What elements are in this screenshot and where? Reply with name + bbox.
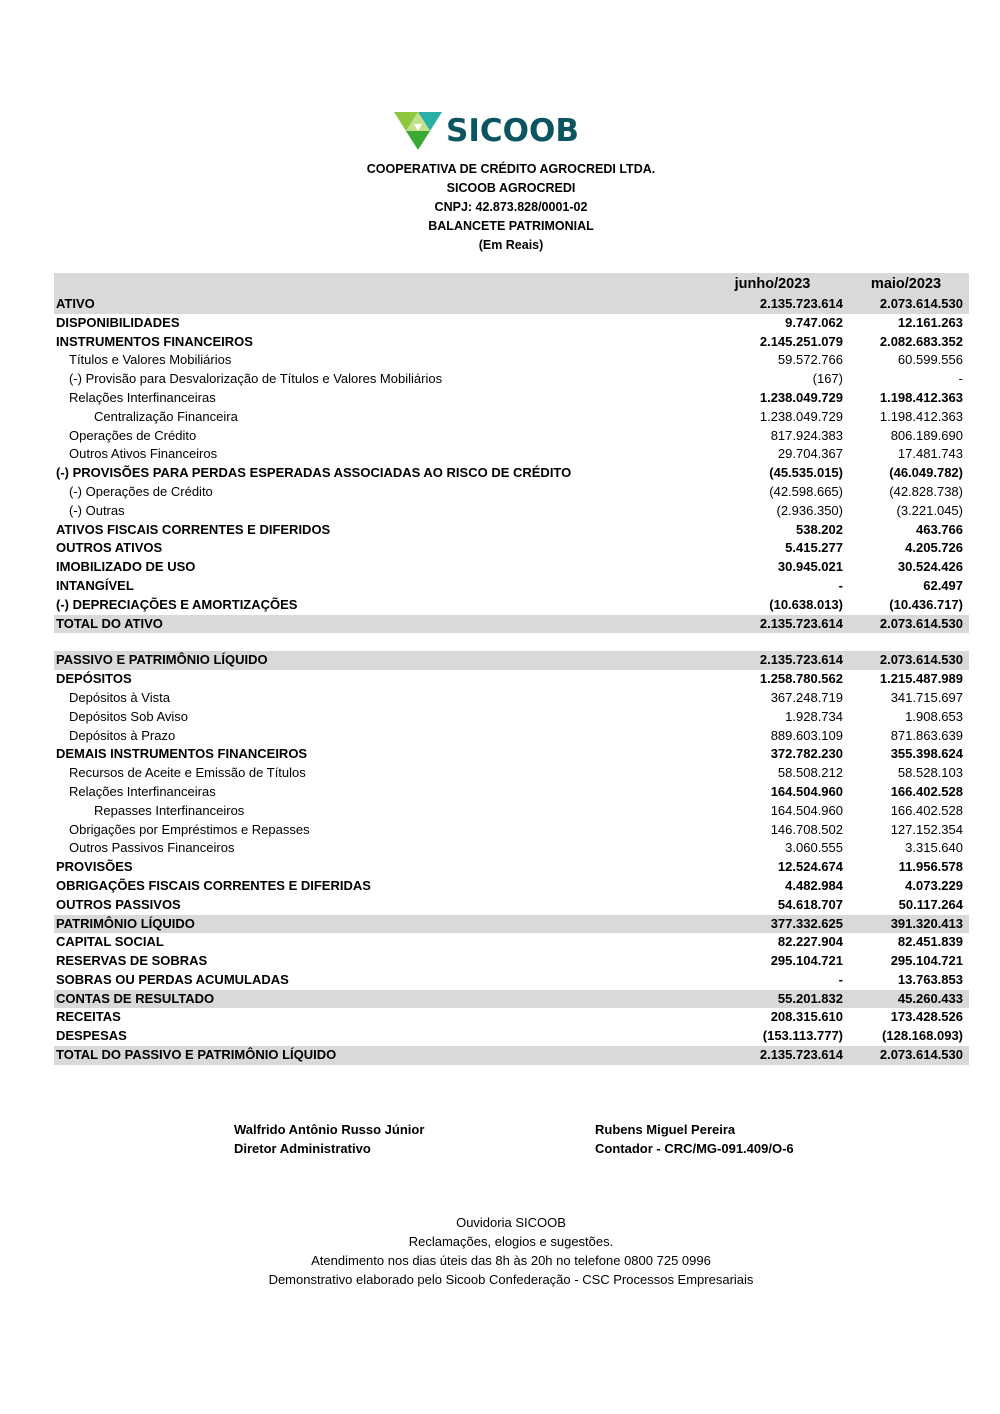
value-current: 817.924.383 — [770, 427, 843, 443]
column-header-previous: maio/2023 — [847, 273, 969, 295]
value-current: 54.618.707 — [777, 896, 843, 912]
value-previous: 355.398.624 — [890, 746, 963, 762]
value-current: (10.638.013) — [769, 596, 843, 612]
account-label: ATIVO — [54, 295, 696, 314]
value-previous: 2.073.614.530 — [847, 615, 969, 634]
account-label: Centralização Financeira — [94, 408, 238, 424]
account-label: DEPÓSITOS — [56, 671, 132, 687]
value-current: 9.747.062 — [785, 314, 843, 330]
value-previous: 4.205.726 — [905, 540, 963, 556]
value-current: (45.535.015) — [769, 465, 843, 481]
value-previous: 45.260.433 — [847, 990, 969, 1009]
table-row — [54, 295, 969, 314]
table-row — [54, 783, 969, 802]
account-label: Obrigações por Empréstimos e Repasses — [69, 821, 310, 837]
column-header-current: junho/2023 — [696, 273, 847, 295]
value-current: 208.315.610 — [770, 1009, 843, 1025]
table-row — [54, 952, 969, 971]
table-row — [54, 727, 969, 746]
table-row — [54, 708, 969, 727]
value-current: 4.482.984 — [785, 877, 843, 893]
value-previous: 2.082.683.352 — [879, 333, 963, 349]
footer-line: Atendimento nos dias úteis das 8h às 20h no telefone 0800 725 0996 — [311, 1253, 711, 1268]
table-row — [54, 915, 969, 934]
account-label: Títulos e Valores Mobiliários — [69, 352, 232, 368]
account-label: CONTAS DE RESULTADO — [54, 990, 696, 1009]
account-label: ATIVOS FISCAIS CORRENTES E DIFERIDOS — [56, 521, 331, 537]
value-current: 889.603.109 — [770, 727, 843, 743]
value-current: - — [838, 577, 843, 593]
signatory-role: Diretor Administrativo — [234, 1141, 371, 1156]
value-previous: (46.049.782) — [889, 465, 963, 481]
spacer-cell — [54, 633, 969, 651]
signatory-name: Walfrido Antônio Russo Júnior — [234, 1122, 425, 1137]
table-row — [54, 877, 969, 896]
value-current: 2.145.251.079 — [759, 333, 843, 349]
sicoob-logo — [394, 110, 586, 152]
value-previous: 1.908.653 — [905, 708, 963, 724]
account-label: OBRIGAÇÕES FISCAIS CORRENTES E DIFERIDAS — [56, 877, 371, 893]
table-row — [54, 1046, 969, 1065]
balance-sheet-table — [54, 273, 969, 1065]
value-current: - — [838, 971, 843, 987]
value-previous: 12.161.263 — [897, 314, 963, 330]
trade-name: SICOOB AGROCREDI — [446, 181, 576, 195]
table-row — [54, 745, 969, 764]
value-current: 82.227.904 — [777, 934, 843, 950]
table-row — [54, 764, 969, 783]
account-label: Repasses Interfinanceiros — [94, 802, 245, 818]
value-current: (153.113.777) — [762, 1028, 843, 1044]
column-header-row — [54, 273, 969, 295]
signature-accountant — [595, 1120, 794, 1158]
table-row — [54, 314, 969, 333]
account-label: Depósitos à Vista — [69, 689, 170, 705]
value-previous: 166.402.528 — [890, 802, 963, 818]
account-label: Depósitos Sob Aviso — [69, 708, 188, 724]
value-current: 1.258.780.562 — [759, 671, 843, 687]
cnpj: CNPJ: 42.873.828/0001-02 — [434, 200, 588, 214]
account-label: RECEITAS — [56, 1009, 121, 1025]
table-row — [54, 389, 969, 408]
value-current: (42.598.665) — [769, 483, 843, 499]
account-label: (-) DEPRECIAÇÕES E AMORTIZAÇÕES — [56, 596, 298, 612]
account-label: (-) Outras — [69, 502, 125, 518]
account-label: Depósitos à Prazo — [69, 727, 176, 743]
value-previous: 871.863.639 — [890, 727, 963, 743]
account-label: DESPESAS — [56, 1028, 127, 1044]
value-current: (2.936.350) — [776, 502, 843, 518]
logo-wordmark: SICOOB — [446, 112, 579, 149]
table-row — [54, 539, 969, 558]
account-label: DEMAIS INSTRUMENTOS FINANCEIROS — [56, 746, 308, 762]
value-previous: 1.198.412.363 — [879, 408, 963, 424]
value-current: 55.201.832 — [696, 990, 847, 1009]
section-spacer — [54, 633, 969, 651]
account-label: Relações Interfinanceiras — [69, 389, 216, 405]
account-label: Operações de Crédito — [69, 427, 197, 443]
value-previous: 295.104.721 — [890, 953, 963, 969]
value-previous: 60.599.556 — [897, 352, 963, 368]
value-previous: (10.436.717) — [889, 596, 963, 612]
value-current: 1.238.049.729 — [759, 389, 843, 405]
table-row — [54, 933, 969, 952]
account-label: (-) PROVISÕES PARA PERDAS ESPERADAS ASSOCIADAS AO RISCO DE CRÉDITO — [56, 465, 572, 481]
company-name: COOPERATIVA DE CRÉDITO AGROCREDI LTDA. — [366, 162, 656, 176]
table-row — [54, 370, 969, 389]
table-row — [54, 464, 969, 483]
table-row — [54, 427, 969, 446]
table-row — [54, 990, 969, 1009]
value-previous: 2.073.614.530 — [847, 295, 969, 314]
account-label: OUTROS ATIVOS — [56, 540, 163, 556]
table-row — [54, 651, 969, 670]
table-row — [54, 1008, 969, 1027]
value-previous: 3.315.640 — [905, 840, 963, 856]
value-current: 2.135.723.614 — [696, 1046, 847, 1065]
value-current: 1.928.734 — [785, 708, 843, 724]
value-previous: 341.715.697 — [890, 689, 963, 705]
value-previous: (42.828.738) — [889, 483, 963, 499]
table-row — [54, 408, 969, 427]
table-row — [54, 615, 969, 634]
value-current: 538.202 — [796, 521, 843, 537]
account-label: RESERVAS DE SOBRAS — [56, 953, 208, 969]
table-row — [54, 1027, 969, 1046]
value-previous: 166.402.528 — [890, 783, 963, 799]
table-row — [54, 670, 969, 689]
account-label: Outros Ativos Financeiros — [69, 446, 218, 462]
account-label: SOBRAS OU PERDAS ACUMULADAS — [56, 971, 289, 987]
table-row — [54, 351, 969, 370]
value-current: (167) — [812, 371, 843, 387]
value-previous: (3.221.045) — [896, 502, 963, 518]
table-row — [54, 333, 969, 352]
account-label: TOTAL DO PASSIVO E PATRIMÔNIO LÍQUIDO — [54, 1046, 696, 1065]
table-row — [54, 577, 969, 596]
value-current: 367.248.719 — [770, 689, 843, 705]
value-previous: 1.215.487.989 — [879, 671, 963, 687]
value-current: 58.508.212 — [777, 765, 843, 781]
value-previous: 11.956.578 — [898, 859, 963, 875]
sicoob-mark-icon — [394, 112, 442, 150]
account-label: DISPONIBILIDADES — [56, 314, 180, 330]
report-title: BALANCETE PATRIMONIAL — [428, 219, 594, 233]
value-previous: 1.198.412.363 — [879, 389, 963, 405]
account-label: CAPITAL SOCIAL — [56, 934, 164, 950]
value-previous: 50.117.264 — [898, 896, 963, 912]
value-current: 2.135.723.614 — [696, 295, 847, 314]
table-row — [54, 858, 969, 877]
value-previous: 391.320.413 — [847, 915, 969, 934]
currency-unit: (Em Reais) — [478, 238, 544, 252]
value-previous: - — [958, 371, 963, 387]
value-current: 146.708.502 — [770, 821, 843, 837]
value-current: 2.135.723.614 — [696, 651, 847, 670]
account-label: TOTAL DO ATIVO — [54, 615, 696, 634]
value-previous: 30.524.426 — [897, 559, 963, 575]
table-row — [54, 839, 969, 858]
value-current: 295.104.721 — [770, 953, 843, 969]
account-label: PATRIMÔNIO LÍQUIDO — [54, 915, 696, 934]
value-current: 5.415.277 — [785, 540, 843, 556]
value-current: 3.060.555 — [785, 840, 843, 856]
header-label-cell — [54, 273, 696, 295]
value-previous: 463.766 — [916, 521, 963, 537]
value-current: 59.572.766 — [777, 352, 843, 368]
table-row — [54, 896, 969, 915]
account-label: INSTRUMENTOS FINANCEIROS — [56, 333, 253, 349]
value-previous: 2.073.614.530 — [847, 1046, 969, 1065]
value-current: 164.504.960 — [770, 802, 843, 818]
signature-director — [234, 1120, 424, 1158]
value-previous: 173.428.526 — [890, 1009, 963, 1025]
table-row — [54, 802, 969, 821]
table-row — [54, 445, 969, 464]
value-current: 30.945.021 — [777, 559, 843, 575]
table-row — [54, 521, 969, 540]
value-previous: 58.528.103 — [897, 765, 963, 781]
table-row — [54, 558, 969, 577]
value-previous: 127.152.354 — [890, 821, 963, 837]
table-row — [54, 689, 969, 708]
table-row — [54, 971, 969, 990]
footer-line: Ouvidoria SICOOB — [456, 1215, 566, 1230]
account-label: Recursos de Aceite e Emissão de Títulos — [69, 765, 306, 781]
value-current: 372.782.230 — [770, 746, 843, 762]
value-previous: 82.451.839 — [897, 934, 963, 950]
value-current: 12.524.674 — [777, 859, 843, 875]
table-row — [54, 483, 969, 502]
value-previous: (128.168.093) — [882, 1028, 963, 1044]
report-header — [0, 160, 1000, 255]
value-current: 164.504.960 — [770, 783, 843, 799]
account-label: INTANGÍVEL — [56, 577, 134, 593]
account-label: (-) Operações de Crédito — [69, 483, 213, 499]
account-label: (-) Provisão para Desvalorização de Títulos e Valores Mobiliários — [69, 371, 443, 387]
account-label: Relações Interfinanceiras — [69, 783, 216, 799]
value-previous: 62.497 — [923, 577, 963, 593]
table-row — [54, 821, 969, 840]
account-label: Outros Passivos Financeiros — [69, 840, 235, 856]
value-previous: 13.763.853 — [897, 971, 963, 987]
table-row — [54, 596, 969, 615]
value-previous: 806.189.690 — [890, 427, 963, 443]
table-row — [54, 502, 969, 521]
footer-line: Reclamações, elogios e sugestões. — [408, 1234, 614, 1249]
value-current: 377.332.625 — [696, 915, 847, 934]
account-label: PROVISÕES — [56, 859, 133, 875]
footer-line: Demonstrativo elaborado pelo Sicoob Confederação - CSC Processos Empresariais — [268, 1272, 754, 1287]
value-current: 2.135.723.614 — [696, 615, 847, 634]
signatory-role: Contador - CRC/MG-091.409/O-6 — [595, 1141, 794, 1156]
value-previous: 2.073.614.530 — [847, 651, 969, 670]
ombudsman-footer — [0, 1213, 1000, 1289]
value-previous: 4.073.229 — [905, 877, 963, 893]
signatory-name: Rubens Miguel Pereira — [595, 1122, 736, 1137]
value-current: 29.704.367 — [777, 446, 843, 462]
account-label: OUTROS PASSIVOS — [56, 896, 181, 912]
account-label: IMOBILIZADO DE USO — [56, 559, 196, 575]
value-previous: 17.481.743 — [897, 446, 963, 462]
account-label: PASSIVO E PATRIMÔNIO LÍQUIDO — [54, 651, 696, 670]
value-current: 1.238.049.729 — [759, 408, 843, 424]
